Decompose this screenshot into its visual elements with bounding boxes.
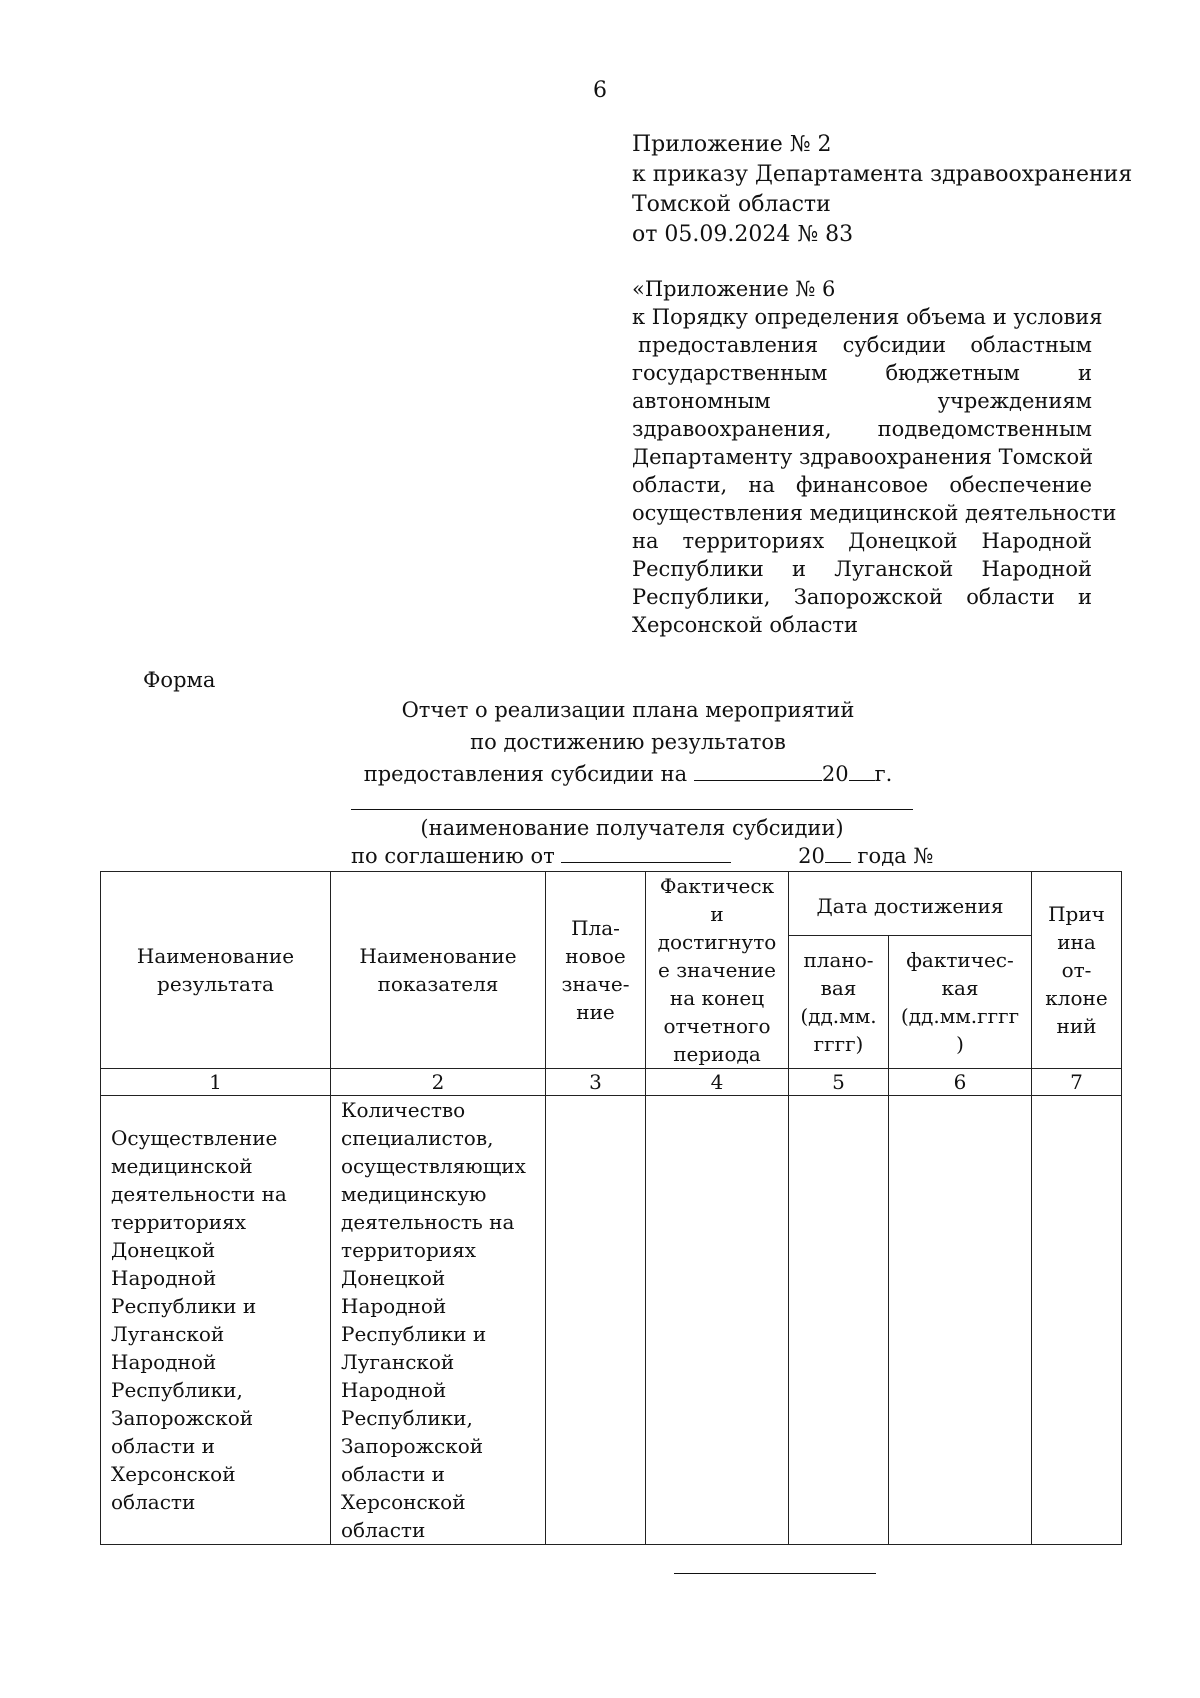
appendix-6-line: осуществления медицинской деятельности bbox=[632, 501, 1117, 525]
cell-text: Республики, bbox=[111, 1378, 243, 1402]
header-result-name: Наименование результата bbox=[101, 872, 331, 1069]
header-text: Пла- bbox=[571, 916, 620, 940]
page-number: 6 bbox=[593, 78, 607, 103]
cell-text: Донецкой bbox=[341, 1266, 446, 1290]
cell-text: Количество bbox=[341, 1098, 466, 1122]
cell-text: деятельность на bbox=[341, 1210, 515, 1234]
cell-text: Народной bbox=[341, 1378, 447, 1402]
cell-text: медицинской bbox=[111, 1154, 253, 1178]
header-indicator-name: Наименование показателя bbox=[331, 872, 546, 1069]
recipient-caption: (наименование получателя субсидии) bbox=[420, 816, 844, 840]
cell-text: медицинскую bbox=[341, 1182, 487, 1206]
header-text: на конец bbox=[669, 986, 765, 1010]
cell-text: области и bbox=[111, 1434, 215, 1458]
report-year-blank bbox=[849, 762, 875, 781]
cell-text: Херсонской bbox=[341, 1490, 466, 1514]
cell-text: области bbox=[111, 1490, 196, 1514]
header-text: гггг) bbox=[813, 1032, 864, 1057]
table-row bbox=[101, 1096, 1122, 1545]
agreement-year-blank bbox=[825, 844, 851, 863]
cell-text: Народной bbox=[341, 1294, 447, 1318]
header-text: ние bbox=[576, 1000, 615, 1024]
header-text: е значение bbox=[658, 958, 776, 982]
agreement-line bbox=[351, 844, 933, 868]
agreement-year: 20 bbox=[798, 844, 825, 868]
header-text: периода bbox=[673, 1042, 761, 1066]
report-title-line: по достижению результатов bbox=[470, 730, 786, 754]
column-number-row bbox=[101, 1069, 1122, 1096]
appendix-2-line: Приложение № 2 bbox=[632, 132, 832, 157]
column-number: 1 bbox=[101, 1069, 331, 1096]
header-text: достигнуто bbox=[657, 930, 777, 954]
appendix-6-line: государственным бюджетным и bbox=[632, 361, 1092, 385]
header-text: ) bbox=[956, 1032, 964, 1057]
cell-text: Херсонской bbox=[111, 1462, 236, 1486]
cell-text: Запорожской bbox=[341, 1434, 484, 1458]
cell-text: специалистов, bbox=[341, 1126, 494, 1150]
cell-text: Республики и bbox=[341, 1322, 487, 1346]
appendix-2-header bbox=[632, 130, 1133, 250]
header-text: Фактическ bbox=[659, 874, 775, 898]
agreement-prefix: по соглашению от bbox=[351, 844, 555, 868]
cell-text: Запорожской bbox=[111, 1406, 254, 1430]
table-header-row bbox=[101, 872, 1122, 936]
header-text: вая bbox=[820, 976, 857, 1001]
appendix-6-line: Херсонской области bbox=[632, 613, 858, 637]
appendix-2-line: к приказу Департамента здравоохранения bbox=[632, 162, 1133, 187]
recipient-name-line bbox=[351, 809, 913, 810]
appendix-2-line: от 05.09.2024 № 83 bbox=[632, 222, 854, 247]
appendix-2-line: Томской области bbox=[632, 192, 831, 217]
cell-text: Осуществление bbox=[111, 1126, 278, 1150]
column-number: 3 bbox=[546, 1069, 646, 1096]
header-deviation-reason bbox=[1032, 872, 1122, 1069]
result-cell bbox=[101, 1096, 331, 1545]
header-text: новое bbox=[565, 944, 626, 968]
appendix-6-line: к Порядку определения объема и условия bbox=[632, 305, 1103, 329]
column-number: 4 bbox=[646, 1069, 789, 1096]
header-text: ина bbox=[1057, 930, 1096, 954]
report-period-year: 20 bbox=[821, 762, 849, 786]
cell-text: области и bbox=[341, 1462, 445, 1486]
actual-value-cell[interactable] bbox=[646, 1096, 789, 1545]
report-title-line: Отчет о реализации плана мероприятий bbox=[401, 698, 855, 722]
cell-text: области bbox=[341, 1518, 426, 1542]
column-number: 2 bbox=[331, 1069, 546, 1096]
report-title bbox=[0, 694, 1200, 790]
report-table bbox=[100, 871, 1122, 1545]
report-period-prefix: предоставления субсидии на bbox=[363, 762, 688, 786]
header-text: кая bbox=[941, 976, 979, 1001]
cell-text: территориях bbox=[111, 1210, 246, 1234]
cell-text: осуществляющих bbox=[341, 1154, 526, 1178]
actual-date-cell[interactable] bbox=[889, 1096, 1032, 1545]
appendix-6-line: Республики и Луганской Народной bbox=[632, 557, 1092, 581]
report-period-suffix: г. bbox=[874, 762, 893, 786]
column-number: 6 bbox=[889, 1069, 1032, 1096]
cell-text: Народной bbox=[111, 1266, 217, 1290]
cell-text: Народной bbox=[111, 1350, 217, 1374]
header-text: клоне bbox=[1045, 986, 1108, 1010]
header-achievement-date: Дата достижения bbox=[789, 872, 1032, 936]
header-text: от- bbox=[1061, 958, 1092, 982]
header-text: (дд.мм. bbox=[800, 1004, 877, 1029]
cell-text: деятельности на bbox=[111, 1182, 287, 1206]
deviation-reason-cell[interactable] bbox=[1032, 1096, 1122, 1545]
appendix-6-line: Департаменту здравоохранения Томской bbox=[632, 445, 1094, 469]
appendix-6-line: области, на финансовое обеспечение bbox=[632, 473, 1092, 497]
planned-date-cell[interactable] bbox=[789, 1096, 889, 1545]
appendix-6-line: здравоохранения, подведомственным bbox=[632, 417, 1092, 441]
cell-text: Донецкой bbox=[111, 1238, 216, 1262]
header-text: значе- bbox=[561, 972, 630, 996]
header-text: ний bbox=[1056, 1014, 1097, 1038]
appendix-6-header bbox=[632, 275, 1117, 639]
appendix-6-line: Республики, Запорожской области и bbox=[632, 585, 1092, 609]
cell-text: Республики и bbox=[111, 1294, 257, 1318]
planned-value-cell[interactable] bbox=[546, 1096, 646, 1545]
header-text: отчетного bbox=[663, 1014, 771, 1038]
header-planned-date bbox=[789, 936, 889, 1069]
header-text: и bbox=[710, 902, 724, 926]
appendix-6-line: автономным учреждениям bbox=[632, 389, 1092, 413]
cell-text: Республики, bbox=[341, 1406, 473, 1430]
cell-text: Луганской bbox=[341, 1350, 455, 1374]
cell-text: территориях bbox=[341, 1238, 476, 1262]
header-actual-value bbox=[646, 872, 789, 1069]
agreement-suffix: года № bbox=[857, 844, 934, 868]
appendix-6-line: «Приложение № 6 bbox=[632, 277, 836, 301]
column-number: 7 bbox=[1032, 1069, 1122, 1096]
column-number: 5 bbox=[789, 1069, 889, 1096]
header-actual-date bbox=[889, 936, 1032, 1069]
header-planned-value bbox=[546, 872, 646, 1069]
header-text: Прич bbox=[1048, 902, 1105, 926]
appendix-6-line: на территориях Донецкой Народной bbox=[632, 529, 1092, 553]
report-period-blank bbox=[694, 762, 822, 781]
form-label: Форма bbox=[143, 668, 216, 692]
appendix-6-line: предоставления субсидии областным bbox=[638, 333, 1092, 357]
indicator-cell bbox=[331, 1096, 546, 1545]
agreement-date-blank bbox=[561, 844, 731, 863]
report-title-line bbox=[0, 758, 1200, 790]
header-text: фактичес- bbox=[906, 948, 1014, 973]
end-of-form-line bbox=[674, 1573, 876, 1574]
header-text: (дд.мм.гггг bbox=[900, 1004, 1020, 1029]
header-text: плано- bbox=[803, 948, 874, 973]
cell-text: Луганской bbox=[111, 1322, 225, 1346]
